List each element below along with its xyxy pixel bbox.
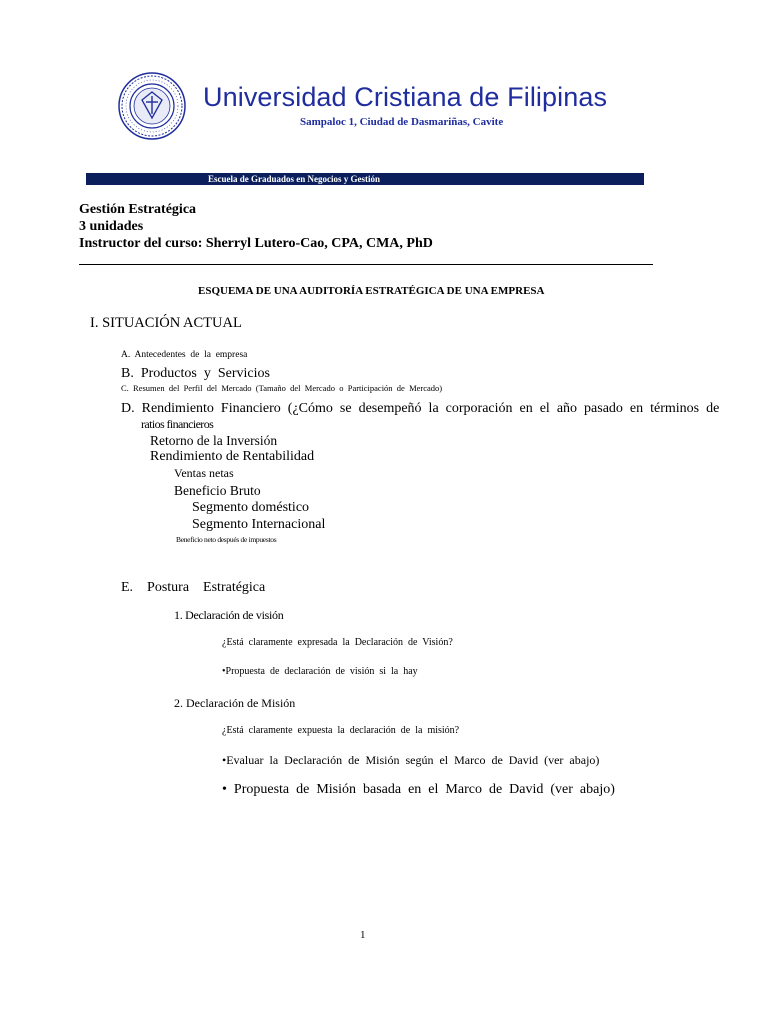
university-address: Sampaloc 1, Ciudad de Dasmariñas, Cavite [300, 116, 504, 128]
roi-label: Retorno de la Inversión [150, 433, 278, 448]
item-d-continued: ratios financieros [141, 417, 214, 431]
mision-question: ¿Está claramente expuesta la declaración de la misión? [222, 725, 460, 736]
mision-evaluation: •Evaluar la Declaración de Misión según el Marco de David (ver abajo) [222, 753, 600, 767]
item-a: A. Antecedentes de la empresa [121, 350, 248, 360]
ventas-netas-label: Ventas netas [174, 466, 234, 480]
course-instructor: Instructor del curso: Sherryl Lutero-Cao, CPA, CMA, PhD [79, 236, 433, 251]
course-title: Gestión Estratégica [79, 202, 197, 217]
mision-proposal: • Propuesta de Misión basada en el Marco de David (ver abajo) [222, 782, 615, 797]
document-heading: ESQUEMA DE UNA AUDITORÍA ESTRATÉGICA DE UNA EMPRESA [198, 285, 545, 297]
beneficio-neto-label: Beneficio neto después de impuestos [176, 535, 277, 544]
university-name: Universidad Cristiana de Filipinas [203, 82, 608, 112]
beneficio-bruto-label: Beneficio Bruto [174, 483, 261, 498]
item-d: D. Rendimiento Financiero (¿Cómo se desempeñó la corporación en el año pasado en términos de [121, 401, 720, 416]
segmento-domestico-label: Segmento doméstico [192, 500, 310, 515]
course-units: 3 unidades [79, 219, 144, 234]
vision-proposal: •Propuesta de declaración de visión si la hay [222, 666, 418, 677]
item-c: C. Resumen del Perfil del Mercado (Tamaño del Mercado o Participación de Mercado) [121, 383, 443, 393]
rentabilidad-label: Rendimiento de Rentabilidad [150, 449, 315, 464]
segmento-internacional-label: Segmento Internacional [192, 517, 326, 532]
item-e: E. Postura Estratégica [121, 580, 266, 595]
vision-heading: 1. Declaración de visión [174, 608, 284, 622]
vision-question: ¿Está claramente expresada la Declaración de Visión? [222, 637, 453, 648]
horizontal-rule [79, 264, 653, 265]
item-b: B. Productos y Servicios [121, 366, 270, 381]
mision-heading: 2. Declaración de Misión [174, 696, 296, 710]
section-heading-situacion: I. SITUACIÓN ACTUAL [90, 315, 242, 331]
page-number: 1 [360, 929, 366, 941]
university-seal-icon [118, 72, 186, 140]
school-banner-label: Escuela de Graduados en Negocios y Gestión [208, 174, 381, 184]
